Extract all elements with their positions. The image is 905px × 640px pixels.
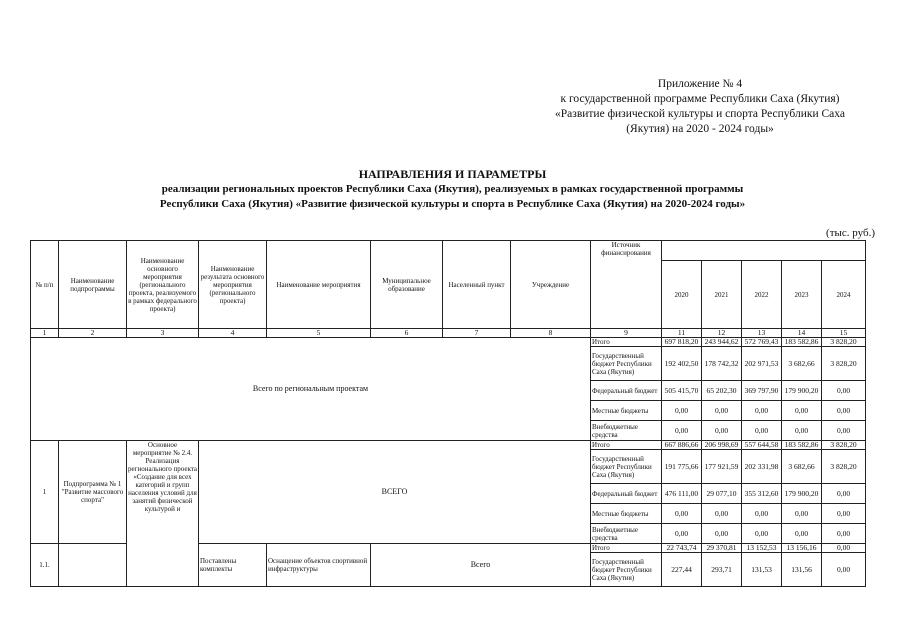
column-number: 3 <box>127 329 199 338</box>
value-cell: 0,00 <box>782 421 822 441</box>
column-number: 7 <box>443 329 511 338</box>
value-cell: 3 828,20 <box>822 338 866 347</box>
value-cell: 177 921,59 <box>702 450 742 484</box>
parameters-table <box>30 240 866 587</box>
value-cell: 3 682,66 <box>782 450 822 484</box>
value-cell: 557 644,58 <box>742 441 782 450</box>
column-number: 2 <box>59 329 127 338</box>
source-label: Итого <box>591 544 662 553</box>
value-cell: 243 944,62 <box>702 338 742 347</box>
header-main-activity: Наименование основного мероприятия (регионального проекта, реализуемого в рамках федерального проекта) <box>127 241 199 329</box>
value-cell: 505 415,70 <box>662 381 702 401</box>
appendix-block <box>520 77 880 137</box>
value-cell: 3 828,20 <box>822 450 866 484</box>
appendix-line-2: к государственной программе Республики Саха (Якутия) <box>560 93 840 105</box>
header-result: Наименование результата основного мероприятия (регионального проекта) <box>199 241 267 329</box>
column-number: 9 <box>591 329 662 338</box>
document-title: НАПРАВЛЕНИЯ И ПАРАМЕТРЫ <box>358 167 547 181</box>
column-number: 13 <box>742 329 782 338</box>
header-activity: Наименование мероприятия <box>267 241 371 329</box>
value-cell: 0,00 <box>662 421 702 441</box>
column-number: 1 <box>31 329 59 338</box>
column-number: 12 <box>702 329 742 338</box>
document-subtitle-line-3: Республики Саха (Якутия) «Развитие физической культуры и спорта в Республике Саха (Якутия) на 2020-2024 годы» <box>159 198 746 210</box>
value-cell: 65 202,30 <box>702 381 742 401</box>
value-cell: 183 582,86 <box>782 441 822 450</box>
value-cell: 0,00 <box>822 553 866 587</box>
header-institution: Учреждение <box>511 241 591 329</box>
row-number: 1.1. <box>31 544 59 587</box>
empty-subprogram-cell <box>59 544 127 587</box>
appendix-line-4: (Якутия) на 2020 - 2024 годы» <box>626 123 774 135</box>
header-year-2024: 2024 <box>822 261 866 329</box>
value-cell: 0,00 <box>742 524 782 544</box>
header-source: Источник финансирования <box>591 241 662 329</box>
value-cell: 191 775,66 <box>662 450 702 484</box>
value-cell: 0,00 <box>822 421 866 441</box>
value-cell: 0,00 <box>702 504 742 524</box>
value-cell: 476 111,00 <box>662 484 702 504</box>
subprogram-row <box>31 441 866 450</box>
value-cell: 0,00 <box>662 504 702 524</box>
total-label: Всего по региональным проектам <box>31 338 591 441</box>
source-label: Итого <box>591 338 662 347</box>
value-cell: 0,00 <box>822 524 866 544</box>
header-year-2021: 2021 <box>702 261 742 329</box>
header-num: № п/п <box>31 241 59 329</box>
value-cell: 0,00 <box>822 544 866 553</box>
column-number: 14 <box>782 329 822 338</box>
header-locality: Населенный пункт <box>443 241 511 329</box>
value-cell: 293,71 <box>702 553 742 587</box>
column-number-row <box>31 329 866 338</box>
value-cell: 667 886,66 <box>662 441 702 450</box>
source-label: Государственный бюджет Республики Саха (Якутия) <box>591 553 662 587</box>
value-cell: 0,00 <box>702 524 742 544</box>
value-cell: 131,56 <box>782 553 822 587</box>
source-label: Государственный бюджет Республики Саха (Якутия) <box>591 347 662 381</box>
header-subprogram: Наименование подпрограммы <box>59 241 127 329</box>
value-cell: 0,00 <box>702 401 742 421</box>
value-cell: 0,00 <box>662 524 702 544</box>
column-number: 15 <box>822 329 866 338</box>
value-cell: 13 156,16 <box>782 544 822 553</box>
value-cell: 369 797,90 <box>742 381 782 401</box>
value-cell: 0,00 <box>782 401 822 421</box>
value-cell: 0,00 <box>742 401 782 421</box>
column-number: 11 <box>662 329 702 338</box>
value-cell: 22 743,74 <box>662 544 702 553</box>
column-number: 5 <box>267 329 371 338</box>
value-cell: 13 152,53 <box>742 544 782 553</box>
value-cell: 0,00 <box>742 504 782 524</box>
value-cell: 206 998,69 <box>702 441 742 450</box>
value-cell: 178 742,32 <box>702 347 742 381</box>
column-number: 8 <box>511 329 591 338</box>
value-cell: 131,53 <box>742 553 782 587</box>
source-label: Государственный бюджет Республики Саха (Якутия) <box>591 450 662 484</box>
subprogram-name: Подпрограмма № 1 "Развитие массового спорта" <box>59 441 127 544</box>
value-cell: 0,00 <box>822 504 866 524</box>
value-cell: 3 682,66 <box>782 347 822 381</box>
value-cell: 0,00 <box>782 524 822 544</box>
header-year-2020: 2020 <box>662 261 702 329</box>
source-label: Внебюджетные средства <box>591 421 662 441</box>
header-row-1 <box>31 241 866 261</box>
source-label: Внебюджетные средства <box>591 524 662 544</box>
value-cell: 3 828,20 <box>822 347 866 381</box>
header-year-2023: 2023 <box>782 261 822 329</box>
activity-total-label: Всего <box>371 544 591 587</box>
value-cell: 192 402,50 <box>662 347 702 381</box>
column-number: 6 <box>371 329 443 338</box>
appendix-line-3: «Развитие физической культуры и спорта Республики Саха <box>555 108 845 120</box>
header-years-group <box>662 241 866 261</box>
units-label: (тыс. руб.) <box>826 227 875 239</box>
value-cell: 0,00 <box>822 484 866 504</box>
column-number: 4 <box>199 329 267 338</box>
value-cell: 0,00 <box>742 421 782 441</box>
value-cell: 179 900,20 <box>782 381 822 401</box>
activity-name: Оснащение объектов спортивной инфраструктуры <box>267 544 371 587</box>
document-heading <box>40 167 865 212</box>
source-label: Местные бюджеты <box>591 504 662 524</box>
source-label: Федеральный бюджет <box>591 484 662 504</box>
value-cell: 29 077,10 <box>702 484 742 504</box>
value-cell: 572 769,43 <box>742 338 782 347</box>
value-cell: 355 312,60 <box>742 484 782 504</box>
header-year-2022: 2022 <box>742 261 782 329</box>
value-cell: 183 582,86 <box>782 338 822 347</box>
value-cell: 0,00 <box>822 401 866 421</box>
row-number: 1 <box>31 441 59 544</box>
value-cell: 0,00 <box>822 381 866 401</box>
value-cell: 202 971,53 <box>742 347 782 381</box>
value-cell: 697 818,20 <box>662 338 702 347</box>
value-cell: 3 828,20 <box>822 441 866 450</box>
value-cell: 202 331,98 <box>742 450 782 484</box>
header-municipality: Муниципальное образование <box>371 241 443 329</box>
source-label: Федеральный бюджет <box>591 381 662 401</box>
source-label: Итого <box>591 441 662 450</box>
block-total-label: ВСЕГО <box>199 441 591 544</box>
appendix-line-1: Приложение № 4 <box>657 78 743 90</box>
main-activity-name: Основное мероприятие № 2.4. Реализация регионального проекта «Создание для всех категорий и групп населения условий для занятий физической культурой и <box>127 441 199 587</box>
value-cell: 29 370,81 <box>702 544 742 553</box>
source-label: Местные бюджеты <box>591 401 662 421</box>
value-cell: 179 900,20 <box>782 484 822 504</box>
result-name: Поставлены комплекты <box>199 544 267 587</box>
total-row <box>31 338 866 347</box>
document-subtitle-line-2: реализации региональных проектов Республики Саха (Якутия), реализуемых в рамках государственной программы <box>161 183 744 195</box>
value-cell: 0,00 <box>702 421 742 441</box>
value-cell: 227,44 <box>662 553 702 587</box>
value-cell: 0,00 <box>662 401 702 421</box>
value-cell: 0,00 <box>782 504 822 524</box>
